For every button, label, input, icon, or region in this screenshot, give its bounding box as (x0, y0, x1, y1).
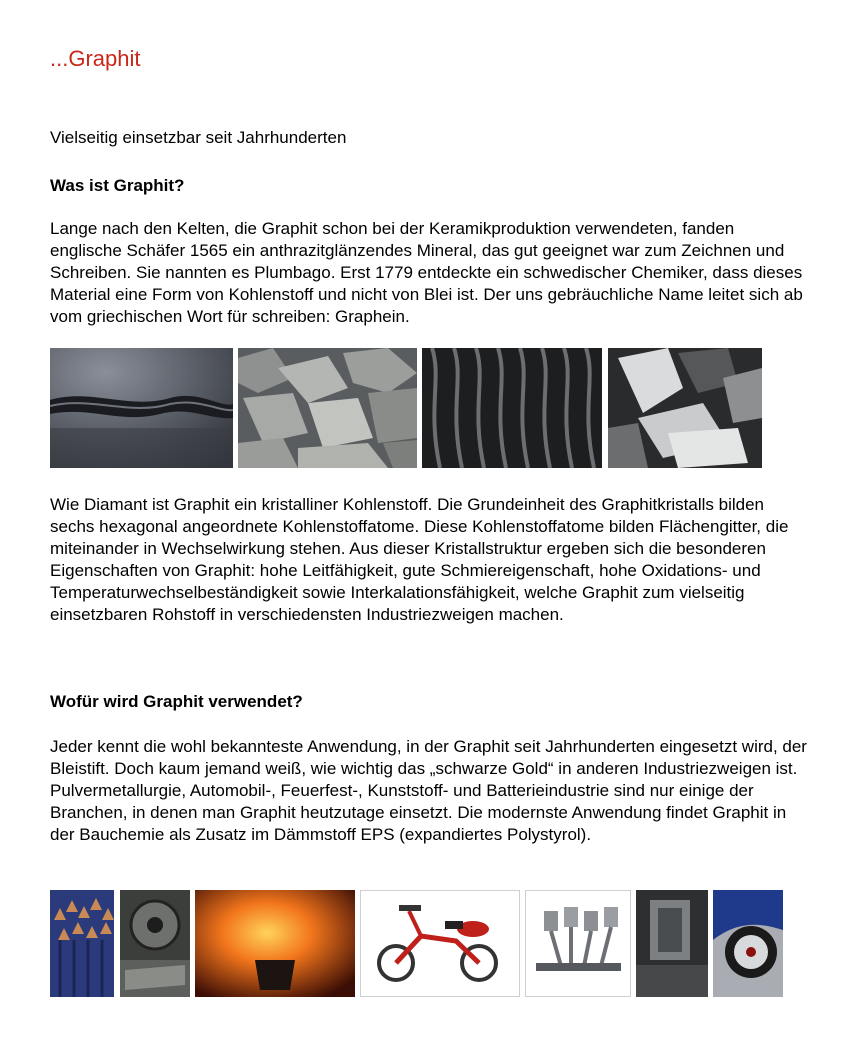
section-heading-what-is: Was ist Graphit? (50, 176, 185, 195)
page-title: ...Graphit (50, 46, 141, 71)
graphite-vein-photo (50, 348, 233, 468)
car-wheel-photo (713, 890, 783, 997)
machinery-photo (120, 890, 190, 997)
paragraph-crystal-structure: Wie Diamant ist Graphit ein kristalliner Kohlenstoff. Die Grundeinheit des Graphitkristalls bilden sechs hexagonal angeordnete Kohlenstoffatome. Diese Kohlenstoffatome bilden Flächengitter, die miteinander in Wechselwirkung stehen. Aus dieser Kristallstruktur ergeben sich die besonderen Eigenschaften von Graphit: hohe Leitfähigkeit, gute Schmiereigenschaft, hohe Oxidations- und Temperaturwechselbeständigkeit sowie Interkalationsfähigkeit, welche Graphit zum vielseitig einsetzbaren Rohstoff in verschiedensten Industriezweigen machen. (50, 495, 789, 624)
graphite-flakes-photo (608, 348, 762, 468)
industrial-material-photo (636, 890, 708, 997)
graphite-layers-photo (422, 348, 602, 468)
paragraph-history: Lange nach den Kelten, die Graphit schon bei der Keramikproduktion verwendeten, fanden englische Schäfer 1565 ein anthrazitglänzendes Mineral, das gut geeignet war zum Zeichnen und Schreiben. Sie nannten es Plumbago. Erst 1779 entdeckte ein schwedischer Chemiker, dass dieses Material eine Form von Kohlenstoff und nicht von Blei ist. Der uns gebräuchliche Name leitet sich ab vom griechischen Wort für schreiben: Graphein. (50, 219, 803, 326)
electric-scooter-photo (360, 890, 520, 997)
engine-pistons-photo (525, 890, 631, 997)
paragraph-applications: Jeder kennt die wohl bekannteste Anwendung, in der Graphit seit Jahrhunderten eingesetzt wird, der Bleistift. Doch kaum jemand weiß, wie wichtig das „schwarze Gold“ in anderen Industriezweigen ist. Pulvermetallurgie, Automobil-, Feuerfest-, Kunststoff- und Batterieindustrie sind nur einige der Branchen, in denen man Graphit heutzutage einsetzt. Die modernste Anwendung findet Graphit in der Bauchemie als Zusatz im Dämmstoff EPS (expandiertes Polystyrol). (50, 737, 807, 844)
foundry-fire-photo (195, 890, 355, 997)
page-subtitle: Vielseitig einsetzbar seit Jahrhunderten (50, 128, 347, 147)
section-heading-uses: Wofür wird Graphit verwendet? (50, 692, 303, 711)
graphite-rocks-photo (238, 348, 417, 468)
pencils-photo (50, 890, 114, 997)
